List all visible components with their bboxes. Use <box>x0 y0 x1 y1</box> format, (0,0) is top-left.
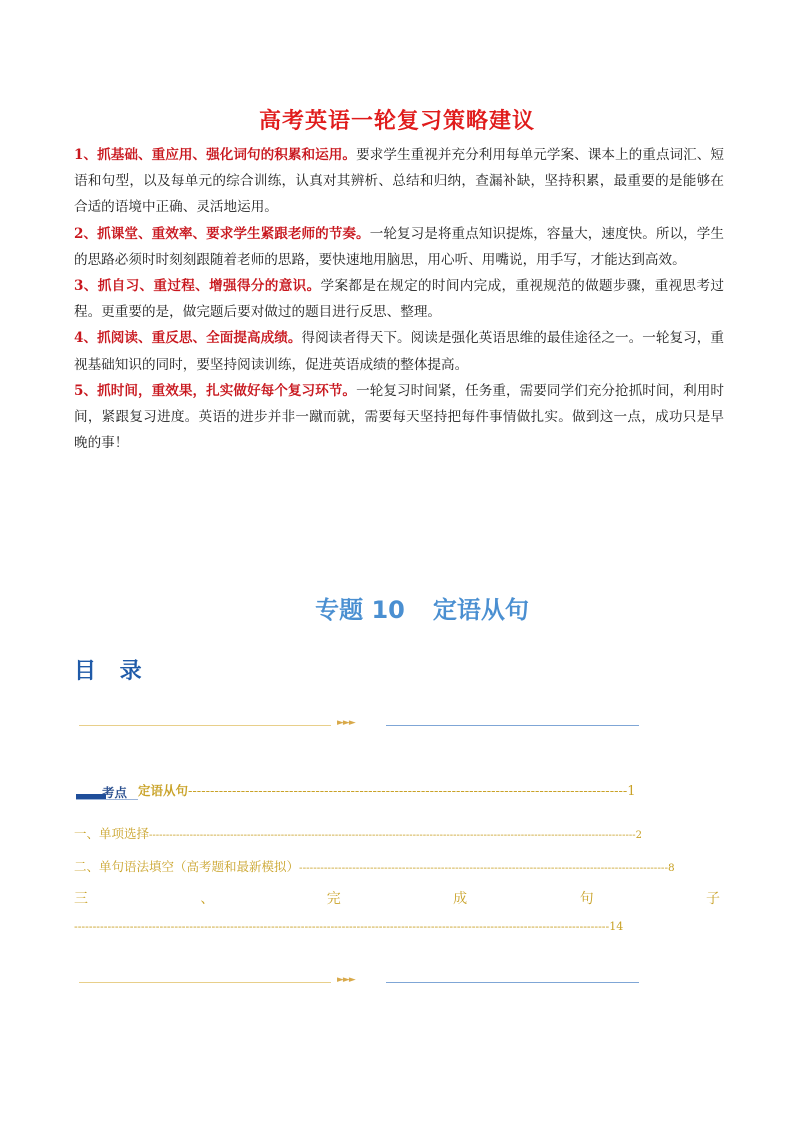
tip-1 <box>74 142 724 221</box>
topic-name: 定语从句 <box>432 596 529 624</box>
tip-5-head: 5、抓时间，重效果，扎实做好每个复习环节。 <box>74 382 357 399</box>
toc-item-3-char: 、 <box>200 891 215 907</box>
toc-item-2-label: 二、单句语法填空（高考题和最新模拟） <box>74 859 300 874</box>
toc-item-1-dots: ------------------------------------------------------------------------------------------------------------------------------------------------ <box>149 830 636 841</box>
toc-item-2-page: 8 <box>668 862 675 874</box>
topic-title <box>0 590 794 625</box>
tip-2 <box>74 221 724 273</box>
tip-3 <box>74 273 724 325</box>
toc-section-page: 1 <box>627 784 636 799</box>
toc-section-dots: ---------------------------------------------------------------------------------------------------- <box>188 784 628 799</box>
toc-divider-top <box>79 719 639 731</box>
tip-4 <box>74 325 724 377</box>
toc-item-3-char: 完 <box>326 891 341 907</box>
tip-4-head: 4、抓阅读、重反思、全面提高成绩。 <box>74 330 302 347</box>
tip-5 <box>74 378 724 457</box>
toc-item-2-dots: -------------------------------------------------------------------------------------------------------- <box>299 862 668 874</box>
strategy-tips <box>74 142 724 456</box>
toc-item-1-page: 2 <box>635 830 642 841</box>
toc-item-3-dots-line <box>74 920 623 933</box>
kaodian-badge <box>74 782 138 802</box>
tip-3-body: 学案都是在规定的时间内完成，重视规范的做题步骤，重视思考过程。更重要的是，做完题后要对做过的题目进行反思、整理。 <box>74 278 724 321</box>
toc-item-1-label: 一、单项选择 <box>74 826 150 841</box>
toc-item-3-char: 成 <box>453 891 468 907</box>
tip-2-head: 2、抓课堂、重效率、要求学生紧跟老师的节奏。 <box>74 225 370 242</box>
toc-item-3-page: 14 <box>609 920 624 933</box>
arrow-right-icon: ►►► <box>337 975 355 985</box>
document-title: 高考英语一轮复习策略建议 <box>258 109 535 134</box>
topic-label: 专题 10 <box>315 596 405 624</box>
toc-divider-bottom <box>79 976 639 988</box>
tip-5-body: 一轮复习时间紧，任务重，需要同学们充分抢抓时间，利用时间，紧跟复习进度。英语的进步并非一蹴而就，需要每天坚持把每件事情做扎实。做到这一点，成功只是早晚的事！ <box>74 382 724 452</box>
tip-1-body: 要求学生重视并充分利用每单元学案、课本上的重点词汇、短语和句型，以及每单元的综合训练，认真对其辨析、总结和归纳，查漏补缺，坚持积累，最重要的是能够在合适的语境中正确、灵活地运用。 <box>74 147 724 216</box>
tip-2-body: 一轮复习是将重点知识提炼，容量大，速度快。所以，学生的思路必须时时刻刻跟随着老师的思路，要快速地用脑思，用心听、用嘴说，用手写，才能达到高效。 <box>74 225 724 268</box>
toc-section-label: 定语从句 <box>138 783 189 798</box>
tip-4-body: 得阅读者得天下。阅读是强化英语思维的最佳途径之一。一轮复习，重视基础知识的同时，要坚持阅读训练，促进英语成绩的整体提高。 <box>74 330 724 373</box>
toc-item-3-dots: ------------------------------------------------------------------------------------------------------------------------------------------------ <box>74 920 610 933</box>
toc-item-3-char: 句 <box>579 891 594 907</box>
kaodian-badge-label: 考点 <box>102 784 128 800</box>
arrow-right-icon: ►►► <box>337 718 355 728</box>
toc-section-row[interactable] <box>74 781 720 802</box>
toc-item-3-char: 子 <box>705 891 720 907</box>
toc-item-3[interactable] <box>74 888 720 908</box>
toc-item-3-char: 三 <box>74 891 88 907</box>
toc-item-2[interactable] <box>74 857 720 875</box>
toc-item-1[interactable] <box>74 824 720 842</box>
toc-heading: 目 录 <box>74 659 150 684</box>
tip-3-head: 3、抓自习、重过程、增强得分的意识。 <box>74 278 321 295</box>
tip-1-head: 1、抓基础、重应用、强化词句的积累和运用。 <box>74 147 357 163</box>
